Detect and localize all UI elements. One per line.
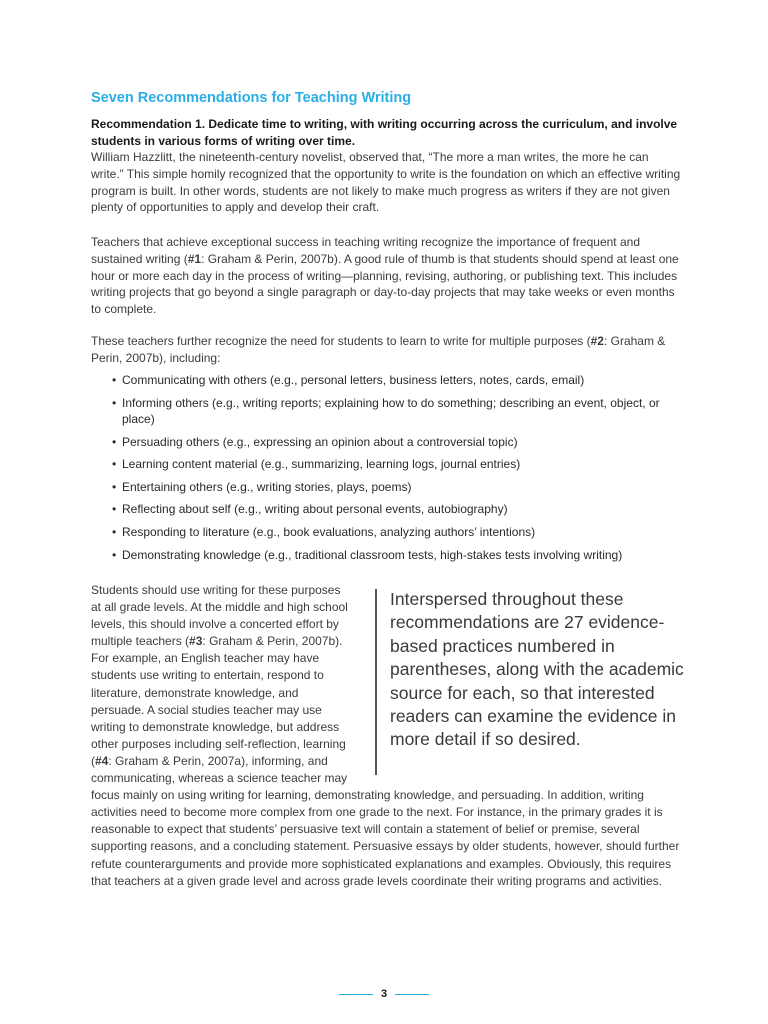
bullet-icon: • xyxy=(112,502,117,517)
purpose-text: Demonstrating knowledge (e.g., traditional classroom tests, high-stakes tests involving writing) xyxy=(122,547,623,562)
page-number: 3 xyxy=(380,988,388,1000)
paragraph-time xyxy=(91,234,681,318)
pull-quote: Interspersed throughout these recommendations are 27 evidence-based practices numbered in parentheses, along with the academic source for each, so that interested readers can examine the evidence in more detail if so desired. xyxy=(390,589,684,750)
paragraph-grade-part3: : Graham & Perin, 2007a), informing, and communicating, whereas a science teacher may focus mainly on using writing for learning, demonstrating knowledge, and persuading. In addition, writing activities need to become more complex from one grade to the next. For instance, in the primary grades it is reasonable to expect that students’ persuasive text will contain a statement of belief or premise, several supporting reasons, and a concluding statement. Persuasive essays by older students, however, should further refute counterarguments and provide more sophisticated explanations and examples. Obviously, this requires that teachers at a given grade level and across grade levels coordinate their writing programs and activities. xyxy=(91,753,680,888)
paragraph-purposes-after: : Graham & Perin, 2007b), including: xyxy=(91,334,666,365)
list-item xyxy=(112,395,672,428)
paragraph-grade-part1: Students should use writing for these purposes at all grade levels. At the middle and high school levels, this should involve a concerted effort by multiple teachers ( xyxy=(91,583,348,649)
purpose-text: Entertaining others (e.g., writing stories, plays, poems) xyxy=(122,479,412,494)
paragraph-time-before: Teachers that achieve exceptional success in teaching writing recognize the importance of frequent and sustained writing ( xyxy=(91,235,640,266)
bullet-icon: • xyxy=(112,547,117,562)
list-item xyxy=(112,456,672,472)
bullet-icon: • xyxy=(112,457,117,472)
purpose-text: Informing others (e.g., writing reports; explaining how to do something; describing an event, object, or place) xyxy=(122,395,660,426)
pull-quote-rule xyxy=(375,589,377,775)
evidence-ref-4: #4 xyxy=(95,753,109,768)
purpose-text: Learning content material (e.g., summarizing, learning logs, journal entries) xyxy=(122,457,521,472)
purpose-text: Communicating with others (e.g., personal letters, business letters, notes, cards, email) xyxy=(122,373,585,387)
evidence-ref-3: #3 xyxy=(189,634,203,649)
list-item xyxy=(112,434,672,450)
purpose-text: Responding to literature (e.g., book evaluations, analyzing authors’ intentions) xyxy=(122,524,536,539)
paragraph-intro: William Hazzlitt, the nineteenth-century novelist, observed that, “The more a man writes, the more he can write.” This simple homily recognized that the opportunity to write is the foundation on which an effective writing program is built. In other words, students are not likely to make much progress as writers if they are not given plenty of opportunities to apply and develop their craft. xyxy=(91,150,681,215)
page-footer xyxy=(0,988,768,1000)
paragraph-purposes xyxy=(91,333,681,367)
bullet-icon: • xyxy=(112,395,117,410)
paragraph-time-after: : Graham & Perin, 2007b). A good rule of thumb is that students should spend at least one hour or more each day in the process of writing—planning, revising, authoring, or publishing text. This includes writing projects that go beyond a single paragraph or day-to-day projects that may take weeks or even months to complete. xyxy=(91,251,679,317)
purpose-text: Persuading others (e.g., expressing an opinion about a controversial topic) xyxy=(122,434,518,449)
evidence-ref-1: #1 xyxy=(187,251,202,266)
bullet-icon: • xyxy=(112,479,117,494)
list-item xyxy=(112,524,672,540)
bullet-icon: • xyxy=(112,524,117,539)
bullet-icon: • xyxy=(112,373,117,387)
purpose-text: Reflecting about self (e.g., writing about personal events, autobiography) xyxy=(122,502,508,517)
list-item xyxy=(112,479,672,495)
list-item xyxy=(112,501,672,517)
footer-rule-left xyxy=(339,994,373,995)
purposes-list xyxy=(112,372,672,569)
recommendation-title: Recommendation 1. Dedicate time to writing, with writing occurring across the curriculum, and involve students in various forms of writing over time. xyxy=(91,117,678,148)
paragraph-purposes-before: These teachers further recognize the need for students to learn to write for multiple purposes ( xyxy=(91,334,591,348)
section-heading: Seven Recommendations for Teaching Writing xyxy=(91,90,412,106)
bullet-icon: • xyxy=(112,434,117,449)
footer-rule-right xyxy=(395,994,429,995)
evidence-ref-2: #2 xyxy=(590,334,604,348)
paragraph-grade-part2: : Graham & Perin, 2007b). For example, an English teacher may have students use writing to entertain, respond to literature, demonstrate knowledge, and persuade. A social studies teacher may use writing to demonstrate knowledge, but address other purposes including self-reflection, learning ( xyxy=(91,634,346,768)
list-item xyxy=(112,547,672,563)
list-item xyxy=(112,372,672,388)
